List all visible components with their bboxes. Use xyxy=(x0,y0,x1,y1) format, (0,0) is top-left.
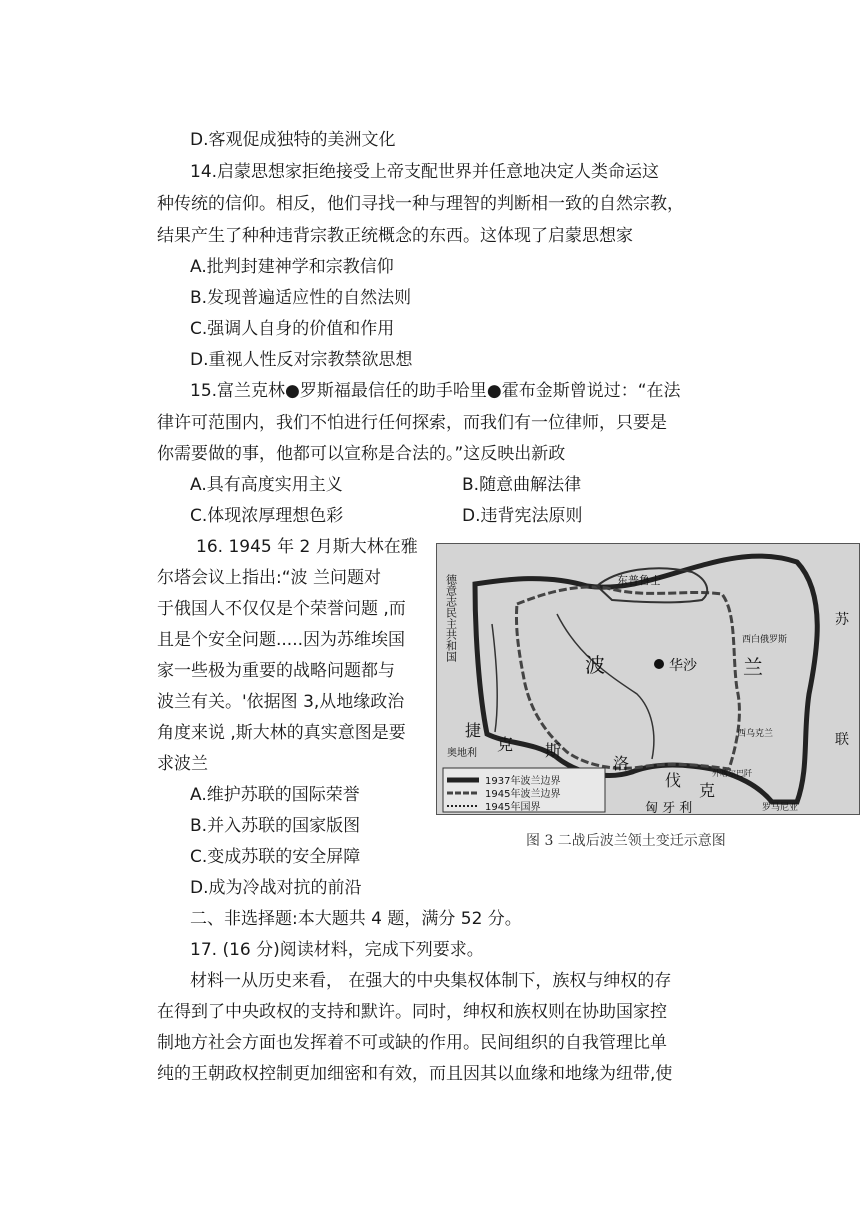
option-a: A.具有高度实用主义 xyxy=(190,475,343,495)
text-line: 尔塔会议上指出:“波 兰问题对 xyxy=(157,568,381,588)
map-label-germany: 德意志民主共和国 xyxy=(444,574,458,662)
text-line: 家一些极为重要的战略问题都与 xyxy=(157,661,395,681)
option-b: B.并入苏联的国家版图 xyxy=(190,816,361,836)
question-15-stem: 15.富兰克林●罗斯福最信任的助手哈里●霍布金斯曾说过：“在法 xyxy=(190,381,681,401)
text-line: 于俄国人不仅仅是个荣誉问题 ,而 xyxy=(157,599,406,619)
map-label-su: 苏 xyxy=(835,612,849,628)
question-16-stem: 16. 1945 年 2 月斯大林在雅 xyxy=(196,537,418,557)
option-a: A.批判封建神学和宗教信仰 xyxy=(190,257,394,277)
question-17-stem: 17. (16 分)阅读材料，完成下列要求。 xyxy=(190,940,484,960)
map-label-hungary: 匈 牙 利 xyxy=(645,801,693,814)
option-d: D.成为冷战对抗的前沿 xyxy=(190,878,362,898)
option-c: C.强调人自身的价值和作用 xyxy=(190,319,395,339)
option-b: B.随意曲解法律 xyxy=(462,475,582,495)
option-d: D.违背宪法原则 xyxy=(462,506,583,526)
map-label-fa: 伐 xyxy=(665,771,682,790)
map-label-lian: 联 xyxy=(835,732,849,748)
option-c: C.体现浓厚理想色彩 xyxy=(190,506,344,526)
text-line: 角度来说 ,斯大林的真实意图是要 xyxy=(157,723,406,743)
map-label-west-belarus: 西白俄罗斯 xyxy=(742,635,788,645)
text-line: 在得到了中央政权的支持和默许。同时，绅权和族权则在协助国家控 xyxy=(157,1002,667,1022)
map-graphic xyxy=(437,544,859,814)
map-label-ke2: 克 xyxy=(699,781,716,800)
legend-1945-poland: 1945年波兰边界 xyxy=(485,789,561,800)
text-line: 求波兰 xyxy=(157,754,208,774)
text-line: D.客观促成独特的美洲文化 xyxy=(190,130,396,150)
map-label-lan: 兰 xyxy=(743,655,763,679)
text-line: 种传统的信仰。相反，他们寻找一种与理智的判断相一致的自然宗教， xyxy=(157,194,684,214)
material-paragraph: 材料一从历史来看， 在强大的中央集权体制下，族权与绅权的存 xyxy=(190,971,672,991)
map-label-bo: 波 xyxy=(585,653,605,677)
map-label-austria: 奥地利 xyxy=(447,748,477,759)
map-label-luo: 洛 xyxy=(613,754,630,773)
option-a: A.维护苏联的国际荣誉 xyxy=(190,785,360,805)
legend-1945-national: 1945年国界 xyxy=(485,802,541,813)
map-legend xyxy=(443,768,605,813)
map-label-romania: 罗马尼亚 xyxy=(762,803,799,813)
option-b: B.发现普遍适应性的自然法则 xyxy=(190,288,412,308)
text-line: 波兰有关。'依据图 3,从地缘政治 xyxy=(157,692,405,712)
option-c: C.变成苏联的安全屏障 xyxy=(190,847,361,867)
option-d: D.重视人性反对宗教禁欲思想 xyxy=(190,350,413,370)
map-label-si: 斯 xyxy=(545,741,562,760)
text-line: 且是个安全问题.....因为苏维埃国 xyxy=(157,630,406,650)
text-line: 律许可范围内，我们不怕进行任何探索，而我们有一位律师，只要是 xyxy=(157,413,667,433)
map-caption: 图 3 二战后波兰领土变迁示意图 xyxy=(526,833,726,849)
map-label-west-ukraine: 西乌克兰 xyxy=(737,729,774,739)
map-label-east-prussia: 东普鲁士 xyxy=(617,574,661,587)
poland-border-map xyxy=(436,543,860,815)
text-line: 你需要做的事，他都可以宣称是合法的。”这反映出新政 xyxy=(157,444,566,464)
map-label-carpatho: 外喀尔巴阡 xyxy=(712,769,752,778)
map-label-ke: 克 xyxy=(497,735,514,754)
question-14-stem: 14.启蒙思想家拒绝接受上帝支配世界并任意地决定人类命运这 xyxy=(190,162,660,182)
text-line: 纯的王朝政权控制更加细密和有效，而且因其以血缘和地缘为纽带,使 xyxy=(157,1064,673,1084)
map-label-jie: 捷 xyxy=(465,721,482,740)
text-line: 结果产生了种种违背宗教正统概念的东西。这体现了启蒙思想家 xyxy=(157,226,633,246)
map-label-warsaw: 华沙 xyxy=(669,658,697,674)
text-line: 制地方社会方面也发挥着不可或缺的作用。民间组织的自我管理比单 xyxy=(157,1033,667,1053)
section-heading: 二、非选择题:本大题共 4 题，满分 52 分。 xyxy=(190,909,522,929)
legend-1937: 1937年波兰边界 xyxy=(485,776,561,787)
